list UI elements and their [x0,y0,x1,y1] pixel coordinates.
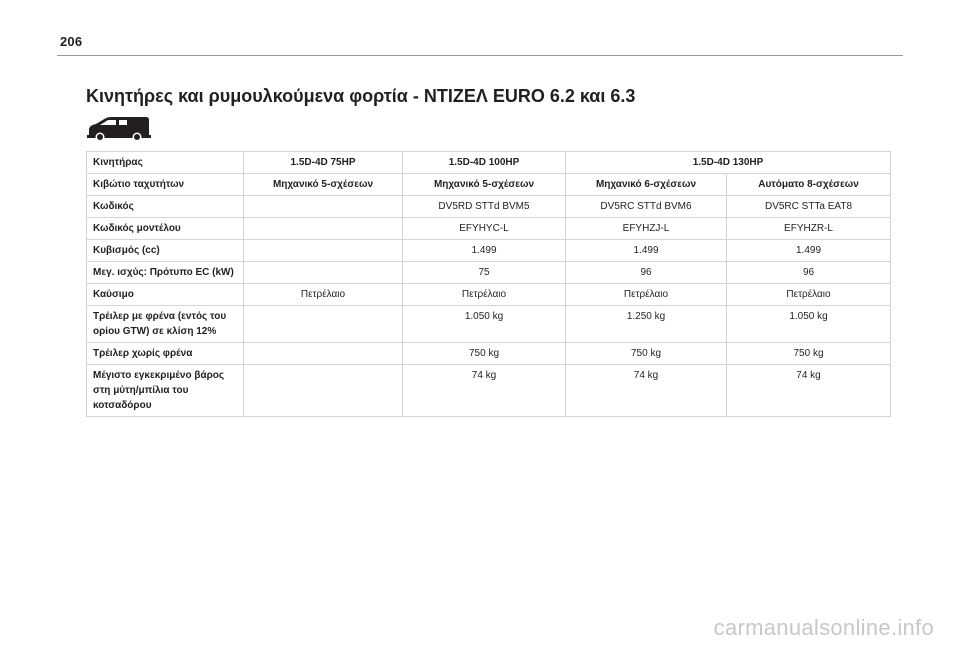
table-cell [244,262,403,284]
table-cell: 1.050 kg [727,306,891,343]
table-cell: Πετρέλαιο [566,284,727,306]
table-cell: DV5RC STTd BVM6 [566,196,727,218]
table-row-fuel [87,284,891,306]
table-cell: 750 kg [403,343,566,365]
header-engine-75hp: 1.5D-4D 75HP [244,152,403,174]
header-engine-130hp: 1.5D-4D 130HP [566,152,891,174]
table-cell: 74 kg [403,365,566,417]
table-cell: 1.499 [727,240,891,262]
row-label: Κωδικός [87,196,244,218]
table-cell: 96 [727,262,891,284]
row-label: Τρέιλερ χωρίς φρένα [87,343,244,365]
table-cell: 74 kg [566,365,727,417]
table-cell: 96 [566,262,727,284]
table-cell: 1.050 kg [403,306,566,343]
header-divider [57,55,903,56]
table-cell [244,196,403,218]
table-cell: 750 kg [727,343,891,365]
row-label: Κυβισμός (cc) [87,240,244,262]
table-row-max-power [87,262,891,284]
van-icon [86,115,152,143]
table-cell [244,240,403,262]
table-row-gearbox [87,174,891,196]
table-cell: DV5RD STTd BVM5 [403,196,566,218]
table-cell [244,306,403,343]
page-title: Κινητήρες και ρυμουλκούμενα φορτία - ΝΤΙΖΕΛ EURO 6.2 και 6.3 [86,86,636,106]
table-cell: Μηχανικό 6-σχέσεων [566,174,727,196]
table-cell: Πετρέλαιο [727,284,891,306]
table-header-row [87,152,891,174]
header-engine-100hp: 1.5D-4D 100HP [403,152,566,174]
table-cell: 750 kg [566,343,727,365]
page-number: 206 [60,34,83,49]
table-cell: 1.499 [403,240,566,262]
table-cell [244,343,403,365]
table-cell: Αυτόματο 8-σχέσεων [727,174,891,196]
table-cell: 1.499 [566,240,727,262]
row-label: Καύσιμο [87,284,244,306]
table-cell: 75 [403,262,566,284]
table-cell [244,218,403,240]
table-cell [244,365,403,417]
table-row-towball-load [87,365,891,417]
table-cell: 74 kg [727,365,891,417]
row-label: Κιβώτιο ταχυτήτων [87,174,244,196]
table-cell: Πετρέλαιο [244,284,403,306]
table-cell: EFYHZR-L [727,218,891,240]
watermark: carmanualsonline.info [713,615,934,640]
table-row-displacement [87,240,891,262]
table-row-model-code [87,218,891,240]
table-cell: Μηχανικό 5-σχέσεων [244,174,403,196]
table-row-unbraked-trailer [87,343,891,365]
table-cell: 1.250 kg [566,306,727,343]
table-row-code [87,196,891,218]
engine-specs-table [86,151,891,417]
table-row-braked-trailer [87,306,891,343]
row-label: Τρέιλερ με φρένα (εντός του ορίου GTW) σε κλίση 12% [87,306,244,343]
header-engine-label: Κινητήρας [87,152,244,174]
table-cell: EFYHZJ-L [566,218,727,240]
table-cell: Μηχανικό 5-σχέσεων [403,174,566,196]
table-cell: DV5RC STTa EAT8 [727,196,891,218]
row-label: Μέγιστο εγκεκριμένο βάρος στη μύτη/μπίλια του κοτσαδόρου [87,365,244,417]
table-cell: Πετρέλαιο [403,284,566,306]
row-label: Μεγ. ισχύς: Πρότυπο EC (kW) [87,262,244,284]
row-label: Κωδικός μοντέλου [87,218,244,240]
table-cell: EFYHYC-L [403,218,566,240]
